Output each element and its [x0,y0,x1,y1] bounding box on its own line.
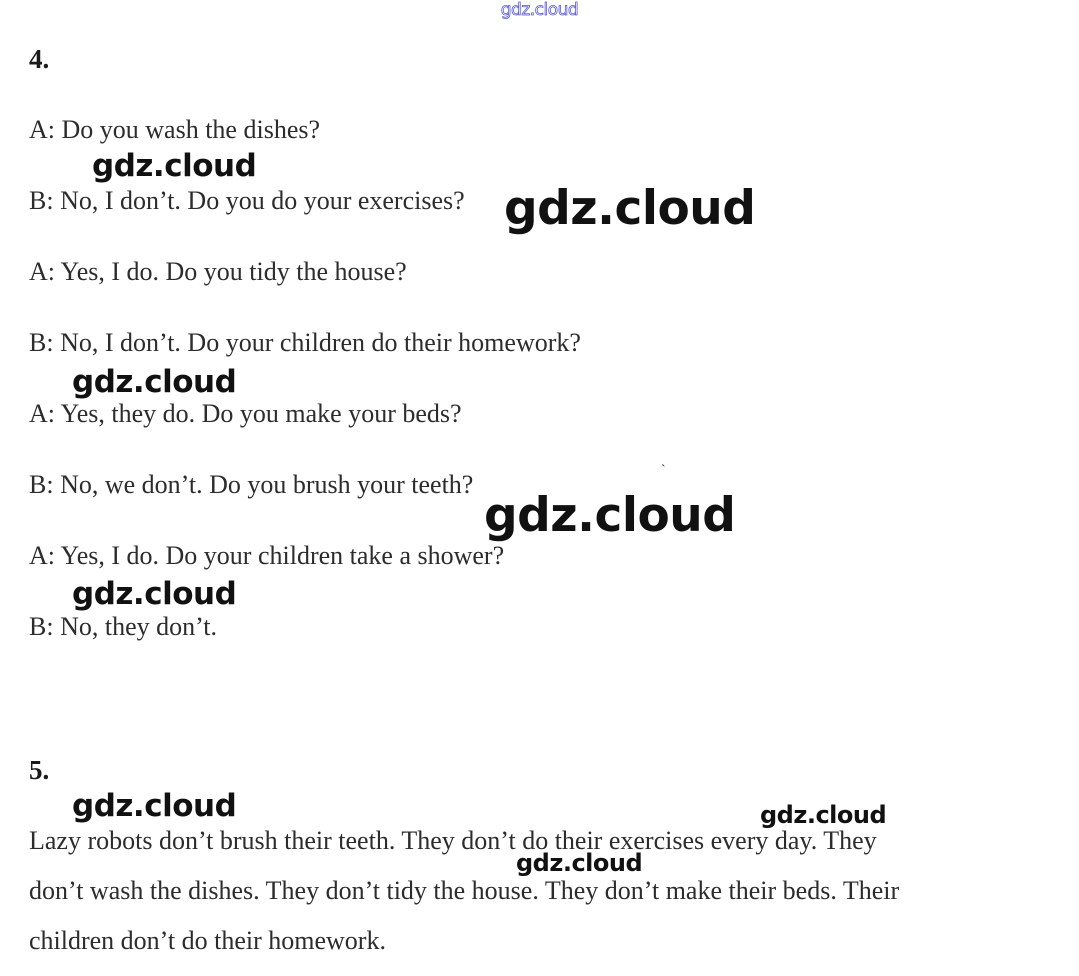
section-5-number: 5. [29,755,50,785]
watermark-text: gdz.cloud [92,148,257,184]
dialogue-line-3: A: Yes, I do. Do you tidy the house? [29,257,407,286]
watermark-text: gdz.cloud [72,364,237,400]
dialogue-line-1: A: Do you wash the dishes? [29,115,321,144]
paragraph-line-2: don’t wash the dishes. They don’t tidy the house. They don’t make their beds. Their [29,876,900,905]
dialogue-line-8: B: No, they don’t. [29,612,218,641]
paragraph-line-1: Lazy robots don’t brush their teeth. They don’t do their exercises every day. They [29,826,877,855]
top-watermark: gdz.cloud [500,0,579,20]
paragraph-line-3: children don’t do their homework. [29,926,386,955]
watermark-text: gdz.cloud [484,488,736,543]
watermark-text: gdz.cloud [72,788,237,824]
dialogue-line-2: B: No, I don’t. Do you do your exercises? [29,186,465,215]
stray-mark: ˋ [661,463,666,478]
watermark-text: gdz.cloud [72,576,237,612]
watermark-text: gdz.cloud [760,801,887,829]
dialogue-line-5: A: Yes, they do. Do you make your beds? [29,399,462,428]
dialogue-line-7: A: Yes, I do. Do your children take a shower? [29,541,505,570]
watermark-text: gdz.cloud [504,181,756,236]
watermark-text: gdz.cloud [516,849,643,877]
dialogue-line-4: B: No, I don’t. Do your children do their homework? [29,328,581,357]
section-4-number: 4. [29,44,50,74]
dialogue-line-6: B: No, we don’t. Do you brush your teeth? [29,470,474,499]
